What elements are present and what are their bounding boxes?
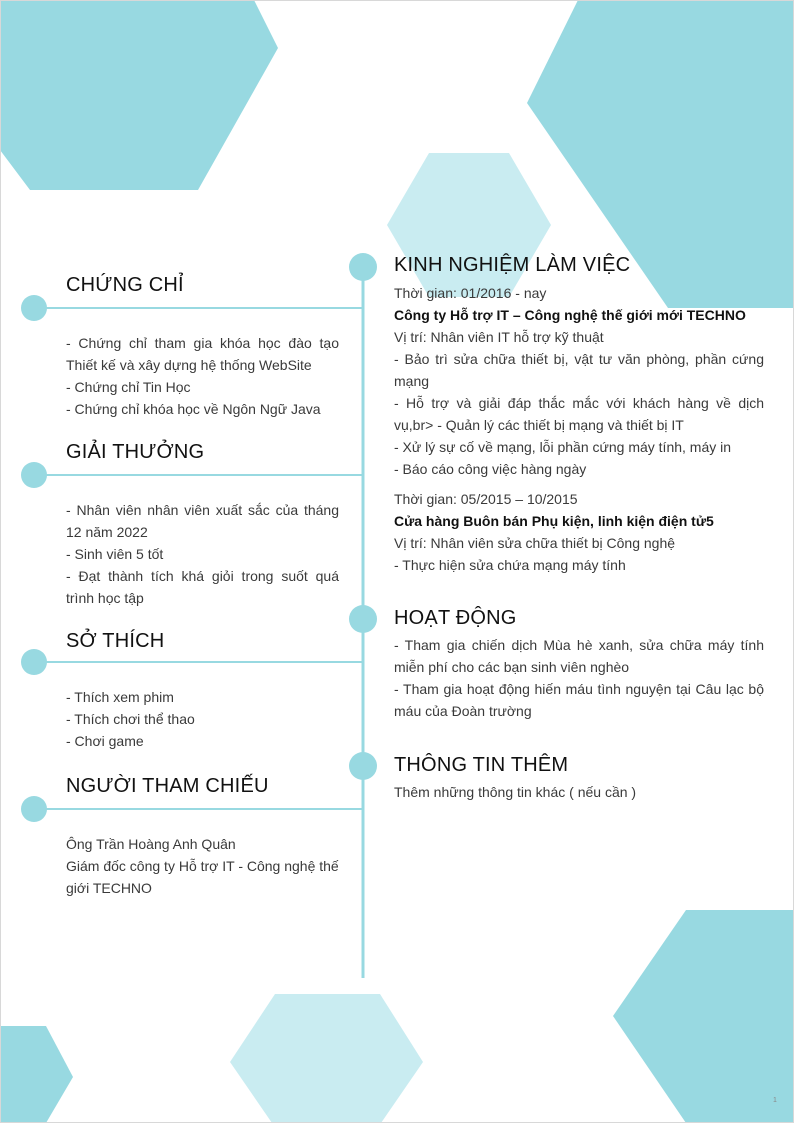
- job-duty: - Xử lý sự cố về mạng, lỗi phần cứng máy tính, máy in: [394, 439, 732, 455]
- activities-title: HOẠT ĐỘNG: [394, 607, 517, 629]
- awards-list: [66, 499, 339, 609]
- job-duty: - Thực hiện sửa chứa mạng máy tính: [394, 557, 626, 573]
- job-position: Vị trí: Nhân viên IT hỗ trợ kỹ thuật: [394, 329, 604, 345]
- list-item: - Chơi game: [66, 733, 144, 749]
- additional-text-block: [394, 781, 764, 803]
- hobbies-list: [66, 686, 339, 752]
- reference-position: Giám đốc công ty Hỗ trợ IT - Công nghệ thế giới TECHNO: [66, 858, 339, 896]
- activities-list: [394, 634, 764, 722]
- timeline-dot-awards: [21, 462, 47, 488]
- certificates-list: [66, 332, 339, 420]
- hexagon-top-left: [0, 0, 278, 190]
- job-duty: - Báo cáo công việc hàng ngày: [394, 461, 587, 477]
- job-period: Thời gian: 05/2015 – 10/2015: [394, 491, 578, 507]
- timeline-dot-references: [21, 796, 47, 822]
- list-item: - Đạt thành tích khá giỏi trong suốt quá trình học tập: [66, 568, 339, 606]
- list-item: - Chứng chỉ khóa học về Ngôn Ngữ Java: [66, 401, 321, 417]
- list-item: - Thích xem phim: [66, 689, 174, 705]
- hobbies-title: SỞ THÍCH: [66, 630, 165, 652]
- additional-text: Thêm những thông tin khác ( nếu cần ): [394, 784, 637, 800]
- timeline-dot-hobbies: [21, 649, 47, 675]
- hexagon-bottom-left: [0, 1026, 73, 1123]
- job-period: Thời gian: 01/2016 - nay: [394, 285, 547, 301]
- awards-title: GIẢI THƯỞNG: [66, 441, 205, 463]
- list-item: - Nhân viên nhân viên xuất sắc của tháng 12 năm 2022: [66, 502, 339, 540]
- references-title: NGƯỜI THAM CHIẾU: [66, 775, 269, 797]
- additional-title: THÔNG TIN THÊM: [394, 754, 569, 776]
- references-list: [66, 833, 339, 899]
- list-item: - Chứng chỉ tham gia khóa học đào tạo Thiết kế và xây dựng hệ thống WebSite: [66, 335, 339, 373]
- job-company: Cửa hàng Buôn bán Phụ kiện, linh kiện điện tử5: [394, 513, 714, 529]
- list-item: - Tham gia chiến dịch Mùa hè xanh, sửa chữa máy tính miễn phí cho các bạn sinh viên nghèo: [394, 637, 764, 675]
- timeline-dot-activities: [349, 605, 377, 633]
- page-number: 1: [773, 1097, 777, 1104]
- certificates-title: CHỨNG CHỈ: [66, 274, 184, 296]
- hexagon-bottom-right: [613, 910, 794, 1123]
- job-position: Vị trí: Nhân viên sửa chữa thiết bị Công nghệ: [394, 535, 676, 551]
- list-item: - Sinh viên 5 tốt: [66, 546, 164, 562]
- timeline-dot-additional: [349, 752, 377, 780]
- job-duty: - Hỗ trợ và giải đáp thắc mắc với khách hàng về dịch vụ,br> - Quản lý các thiết bị mạng và thiết bị IT: [394, 395, 764, 433]
- list-item: - Thích chơi thể thao: [66, 711, 195, 727]
- experience-title: KINH NGHIỆM LÀM VIỆC: [394, 254, 631, 276]
- timeline-dot-experience: [349, 253, 377, 281]
- job-company: Công ty Hỗ trợ IT – Công nghệ thế giới mới TECHNO: [394, 307, 746, 323]
- job-duty: - Bảo trì sửa chữa thiết bị, vật tư văn phòng, phần cứng mạng: [394, 351, 764, 389]
- hexagon-bottom-center: [230, 994, 423, 1123]
- list-item: - Tham gia hoạt động hiến máu tình nguyện tại Câu lạc bộ máu của Đoàn trường: [394, 681, 764, 719]
- list-item: - Chứng chỉ Tin Học: [66, 379, 191, 395]
- experience-list: [394, 282, 764, 576]
- timeline-dot-certificates: [21, 295, 47, 321]
- reference-name: Ông Trần Hoàng Anh Quân: [66, 836, 236, 852]
